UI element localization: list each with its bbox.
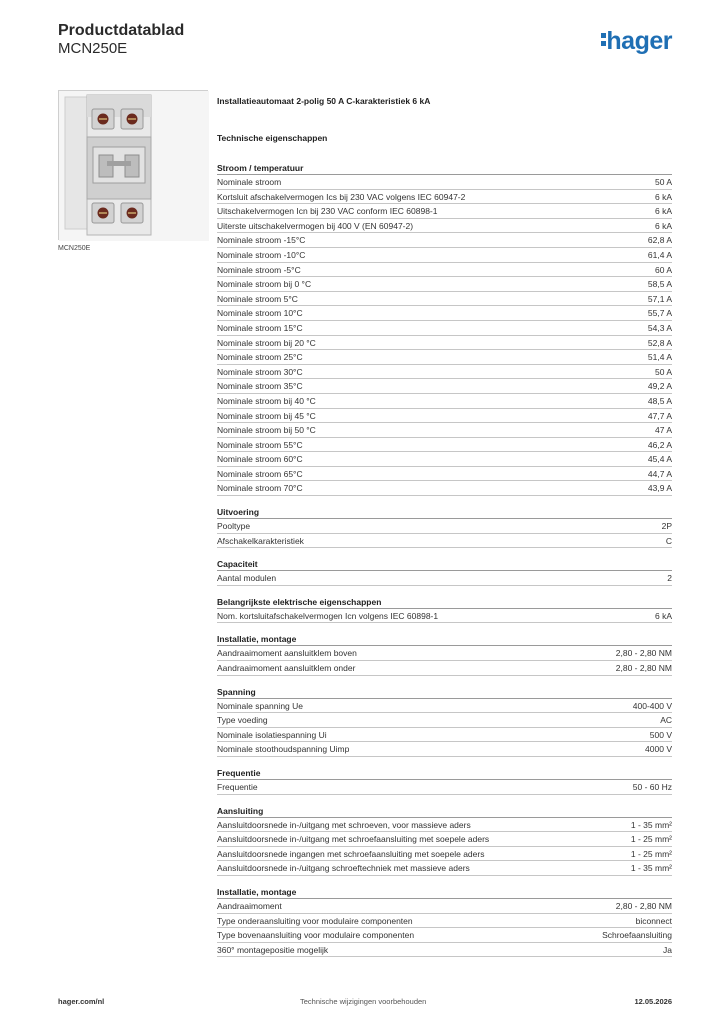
spec-label: Nominale stroom 55°C [217, 439, 303, 450]
spec-value: 4000 V [645, 744, 672, 755]
spec-row [217, 452, 672, 467]
spec-group [217, 557, 672, 586]
spec-label: Nominale stroom 65°C [217, 468, 303, 479]
spec-row [217, 847, 672, 862]
spec-value: 2,80 - 2,80 NM [615, 663, 672, 674]
spec-value: 50 A [654, 366, 672, 377]
section-title: Technische eigenschappen [217, 133, 328, 143]
spec-value: 58,5 A [647, 279, 672, 290]
spec-label: Aandraaimoment aansluitklem onder [217, 663, 356, 674]
product-image-caption: MCN250E [58, 245, 91, 252]
spec-row [217, 233, 672, 248]
spec-value: 500 V [649, 729, 672, 740]
spec-label: Nominale stroom bij 0 °C [217, 279, 312, 290]
spec-label: Aantal modulen [217, 573, 277, 584]
spec-label: Uiterste uitschakelvermogen bij 400 V (EN 60947-2) [217, 220, 414, 231]
spec-value: 50 A [654, 177, 672, 187]
spec-label: 360° montagepositie mogelijk [217, 944, 329, 955]
spec-value: 1 - 25 mm² [630, 834, 672, 845]
spec-label: Nominale stroom 15°C [217, 322, 303, 333]
spec-group [217, 885, 672, 957]
circuit-breaker-image [59, 91, 209, 241]
spec-label: Nominale stroom bij 50 °C [217, 425, 316, 436]
spec-row [217, 190, 672, 205]
spec-value: biconnect [635, 915, 672, 926]
spec-value: 47 A [654, 425, 672, 436]
product-code: MCN250E [58, 40, 128, 57]
spec-row [217, 467, 672, 482]
spec-row [217, 699, 672, 714]
spec-row [217, 742, 672, 757]
spec-value: 1 - 25 mm² [630, 848, 672, 859]
spec-label: Aansluitdoorsnede in-/uitgang met schroeven, voor massieve aders [217, 819, 471, 830]
spec-label: Nominale stroom 35°C [217, 381, 303, 392]
spec-group [217, 685, 672, 757]
spec-row [217, 534, 672, 549]
spec-row [217, 943, 672, 958]
spec-group-title: Frequentie [217, 766, 672, 780]
spec-row [217, 861, 672, 876]
spec-row [217, 481, 672, 496]
spec-group-title: Uitvoering [217, 505, 672, 519]
spec-group-title: Capaciteit [217, 557, 672, 571]
spec-group [217, 161, 672, 496]
spec-value: C [665, 535, 672, 546]
spec-label: Nominale stroom 5°C [217, 293, 298, 304]
spec-row [217, 248, 672, 263]
spec-label: Aansluitdoorsnede in-/uitgang met schroefaansluiting met soepele aders [217, 834, 490, 845]
spec-content [217, 96, 672, 966]
spec-group [217, 505, 672, 548]
spec-label: Type voeding [217, 715, 268, 726]
hager-logo [601, 27, 672, 56]
spec-row [217, 571, 672, 586]
spec-label: Nominale stroom bij 45 °C [217, 410, 316, 421]
spec-row [217, 609, 672, 624]
spec-value: 1 - 35 mm² [630, 819, 672, 830]
spec-row [217, 263, 672, 278]
spec-group-title: Installatie, montage [217, 885, 672, 899]
spec-label: Nominale stroom 30°C [217, 366, 303, 377]
spec-group-title: Installatie, montage [217, 632, 672, 646]
spec-value: 6 kA [654, 191, 672, 202]
spec-label: Nominale stroom 10°C [217, 308, 303, 319]
spec-row [217, 175, 672, 190]
spec-row [217, 661, 672, 676]
spec-groups [217, 161, 672, 957]
spec-label: Aandraaimoment aansluitklem boven [217, 648, 357, 659]
spec-value: 54,3 A [647, 322, 672, 333]
spec-value: Schroefaansluiting [602, 930, 672, 941]
spec-label: Type bovenaansluiting voor modulaire componenten [217, 930, 415, 941]
spec-value: 2,80 - 2,80 NM [615, 900, 672, 911]
spec-row [217, 292, 672, 307]
spec-row [217, 306, 672, 321]
spec-label: Uitschakelvermogen Icn bij 230 VAC conform IEC 60898-1 [217, 206, 438, 217]
spec-label: Nominale isolatiespanning Ui [217, 729, 327, 740]
spec-value: 2,80 - 2,80 NM [615, 648, 672, 659]
spec-label: Nominale stroom -5°C [217, 264, 301, 275]
spec-row [217, 321, 672, 336]
spec-value: 400-400 V [632, 700, 672, 711]
spec-value: 2P [661, 521, 672, 532]
spec-row [217, 438, 672, 453]
spec-label: Nominale stroom [217, 177, 282, 187]
spec-label: Type onderaansluiting voor modulaire componenten [217, 915, 413, 926]
spec-label: Nominale stroom 25°C [217, 352, 303, 363]
footer-date: 12.05.2026 [634, 997, 672, 1006]
spec-value: 55,7 A [647, 308, 672, 319]
spec-label: Nominale stroom -10°C [217, 249, 306, 260]
spec-value: 6 kA [654, 206, 672, 217]
spec-value: 1 - 35 mm² [630, 863, 672, 874]
spec-label: Nominale stoothoudspanning Uimp [217, 744, 350, 755]
spec-label: Nominale spanning Ue [217, 700, 303, 711]
spec-row [217, 914, 672, 929]
spec-value: 61,4 A [647, 249, 672, 260]
spec-value: 57,1 A [647, 293, 672, 304]
spec-group-title: Stroom / temperatuur [217, 161, 672, 175]
logo-text: hager [606, 27, 672, 55]
spec-value: 60 A [654, 264, 672, 275]
spec-label: Pooltype [217, 521, 251, 532]
spec-row [217, 519, 672, 534]
spec-value: 44,7 A [647, 468, 672, 479]
spec-value: 46,2 A [647, 439, 672, 450]
spec-value: 49,2 A [647, 381, 672, 392]
spec-group [217, 632, 672, 675]
spec-value: 6 kA [654, 220, 672, 231]
spec-row [217, 713, 672, 728]
spec-row [217, 409, 672, 424]
spec-label: Nominale stroom 70°C [217, 483, 303, 494]
spec-label: Aansluitdoorsnede ingangen met schroefaansluiting met soepele aders [217, 848, 485, 859]
footer-website: hager.com/nl [58, 997, 105, 1006]
spec-group [217, 804, 672, 876]
spec-row [217, 728, 672, 743]
spec-group [217, 595, 672, 624]
spec-value: 48,5 A [647, 395, 672, 406]
spec-label: Nominale stroom bij 20 °C [217, 337, 316, 348]
spec-group [217, 766, 672, 795]
spec-row [217, 899, 672, 914]
spec-label: Nominale stroom 60°C [217, 454, 303, 465]
spec-value: 62,8 A [647, 235, 672, 246]
spec-label: Aansluitdoorsnede in-/uitgang schroeftechniek met massieve aders [217, 863, 470, 874]
product-image [58, 90, 208, 240]
spec-value: AC [660, 715, 672, 726]
spec-group-title: Spanning [217, 685, 672, 699]
spec-label: Aandraaimoment [217, 900, 282, 911]
footer-disclaimer: Technische wijzigingen voorbehouden [300, 997, 427, 1006]
spec-value: 47,7 A [647, 410, 672, 421]
spec-label: Nom. kortsluitafschakelvermogen Icn volgens IEC 60898-1 [217, 610, 439, 621]
product-description: Installatieautomaat 2-polig 50 A C-karakteristiek 6 kA [217, 96, 431, 106]
spec-value: 6 kA [654, 610, 672, 621]
spec-label: Afschakelkarakteristiek [217, 535, 304, 546]
spec-label: Nominale stroom -15°C [217, 235, 306, 246]
spec-row [217, 832, 672, 847]
spec-group-title: Belangrijkste elektrische eigenschappen [217, 595, 672, 609]
spec-value: 45,4 A [647, 454, 672, 465]
spec-row [217, 646, 672, 661]
spec-value: 52,8 A [647, 337, 672, 348]
spec-value: 51,4 A [647, 352, 672, 363]
page-title: Productdatablad [58, 22, 185, 39]
spec-group-title: Aansluiting [217, 804, 672, 818]
spec-value: 2 [667, 573, 672, 584]
spec-label: Nominale stroom bij 40 °C [217, 395, 316, 406]
spec-value: Ja [663, 944, 672, 955]
spec-value: 50 - 60 Hz [632, 782, 672, 792]
spec-row [217, 394, 672, 409]
spec-row [217, 423, 672, 438]
spec-row [217, 365, 672, 380]
spec-row [217, 219, 672, 234]
spec-row [217, 336, 672, 351]
spec-row [217, 277, 672, 292]
spec-row [217, 928, 672, 943]
spec-label: Frequentie [217, 782, 258, 792]
spec-row [217, 818, 672, 833]
spec-row [217, 780, 672, 795]
spec-label: Kortsluit afschakelvermogen Ics bij 230 VAC volgens IEC 60947-2 [217, 191, 466, 202]
spec-row [217, 350, 672, 365]
spec-row [217, 379, 672, 394]
spec-row [217, 204, 672, 219]
spec-value: 43,9 A [647, 483, 672, 494]
